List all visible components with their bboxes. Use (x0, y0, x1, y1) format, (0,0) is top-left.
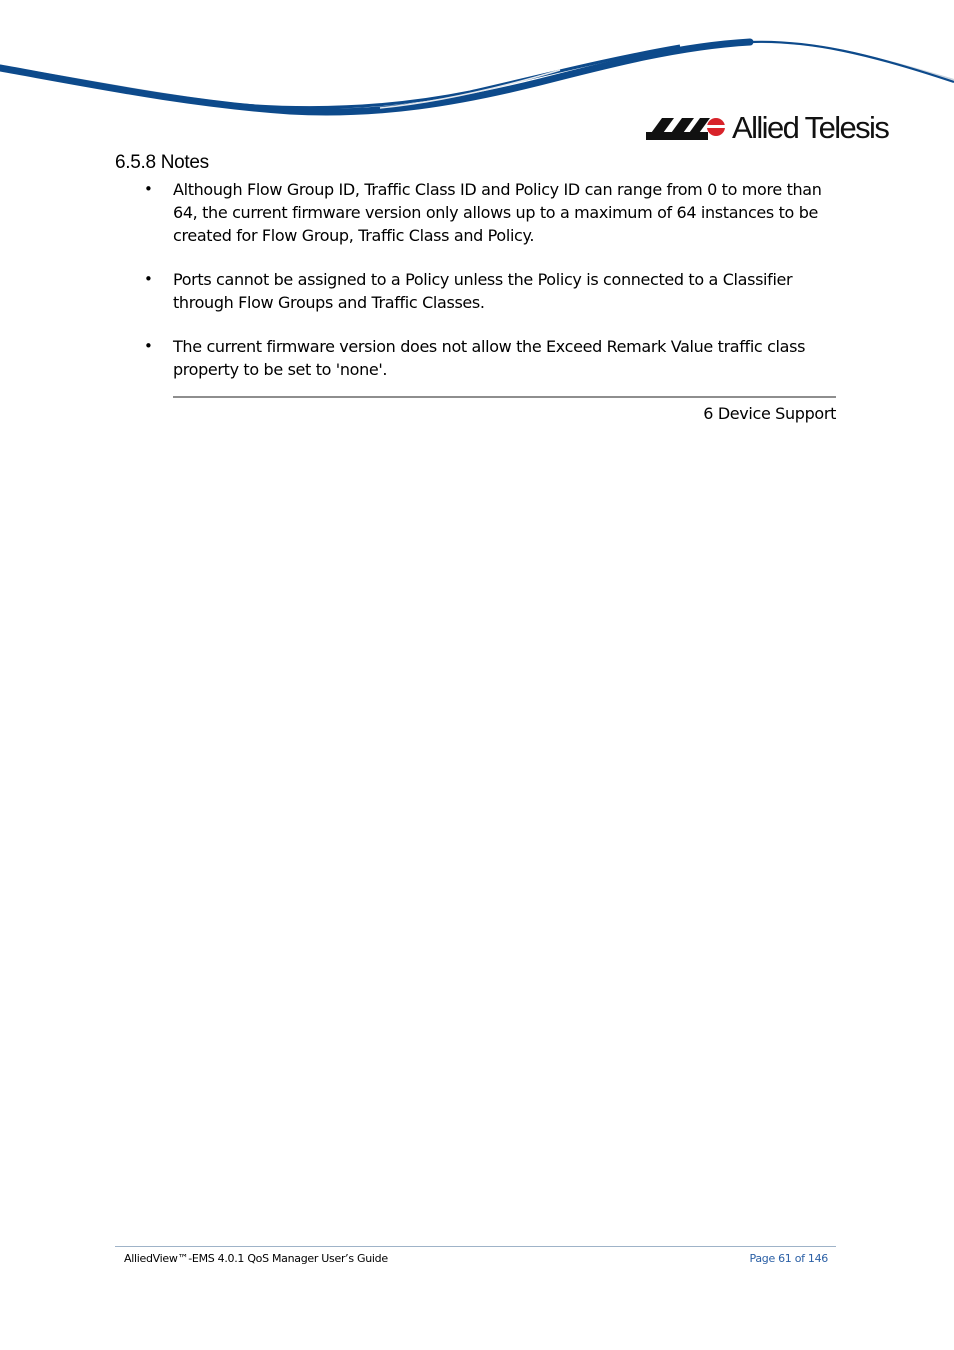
chapter-label: 6 Device Support (703, 404, 836, 423)
list-item (140, 335, 840, 381)
list-item-text: Ports cannot be assigned to a Policy unless the Policy is connected to a Classifier through Flow Groups and Traffic Classes. (173, 270, 793, 312)
list-item (140, 178, 840, 247)
notes-list (140, 178, 840, 402)
page-number: Page 61 of 146 (749, 1252, 828, 1265)
bullet-icon: • (144, 270, 153, 288)
footer-divider (115, 1246, 836, 1247)
logo-text: Allied Telesis (732, 110, 889, 145)
bullet-icon: • (144, 337, 153, 355)
section-heading: 6.5.8 Notes (115, 152, 209, 173)
list-item-text: Although Flow Group ID, Traffic Class ID and Policy ID can range from 0 to more than 64, the current firmware version only allows up to a maximum of 64 instances to be created for Flow Group, Traffic Class and Policy. (173, 180, 822, 245)
document-title: AlliedView™-EMS 4.0.1 QoS Manager User’s Guide (124, 1252, 388, 1265)
list-item-text: The current firmware version does not allow the Exceed Remark Value traffic class property to be set to 'none'. (173, 337, 806, 379)
section-divider (173, 396, 836, 398)
logo-mark-icon (644, 112, 728, 144)
allied-telesis-logo (644, 108, 904, 148)
bullet-icon: • (144, 180, 153, 198)
list-item (140, 268, 840, 314)
